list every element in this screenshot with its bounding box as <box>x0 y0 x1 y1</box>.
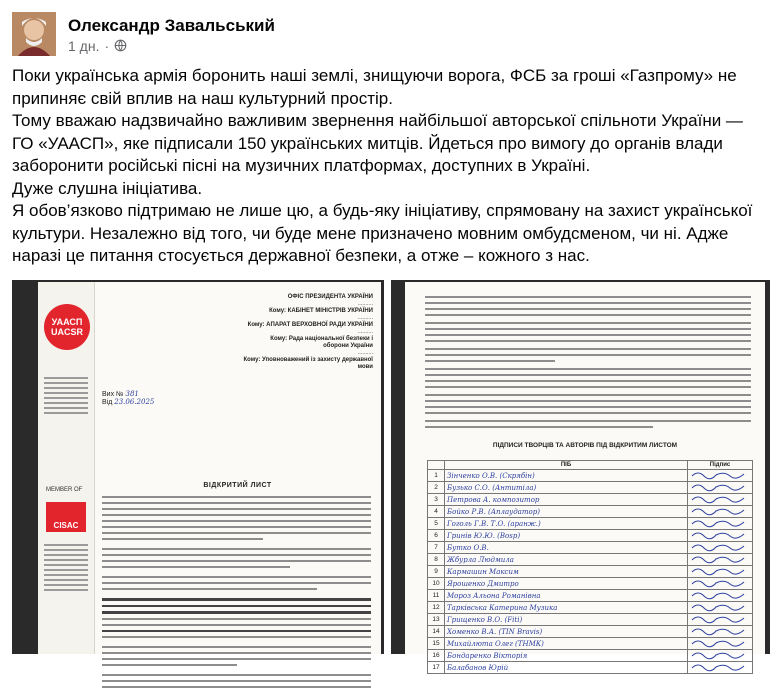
avatar[interactable] <box>12 12 56 56</box>
row-number: 7 <box>428 542 445 554</box>
letter-body <box>102 496 371 692</box>
uaasp-logo: УААСП UACSR <box>44 304 90 350</box>
row-number: 13 <box>428 614 445 626</box>
letterhead-sidebar <box>38 282 95 654</box>
signature <box>688 626 753 638</box>
table-row <box>428 470 753 482</box>
signer-name: Кармашин Максим <box>445 566 688 578</box>
signature <box>688 650 753 662</box>
table-row <box>428 638 753 650</box>
signer-name: Гринів Ю.Ю. (Bosp) <box>445 530 688 542</box>
signer-name: Гоголь Г.В. Т.О. (аранж.) <box>445 518 688 530</box>
col-name-header: ПІБ <box>445 461 688 470</box>
row-number: 12 <box>428 602 445 614</box>
signature <box>688 506 753 518</box>
signature <box>688 518 753 530</box>
table-row <box>428 542 753 554</box>
signer-name: Жбурла Людмила <box>445 554 688 566</box>
table-row <box>428 590 753 602</box>
col-sign-header: Підпис <box>688 461 753 470</box>
signer-name: Грищенко В.О. (Fiti) <box>445 614 688 626</box>
post-header <box>12 12 275 56</box>
signatures-title: ПІДПИСИ ТВОРЦІВ ТА АВТОРІВ ПІД ВІДКРИТИМ ЛИСТОМ <box>492 442 678 449</box>
row-number: 10 <box>428 578 445 590</box>
signer-name: Петрова А. композитор <box>445 494 688 506</box>
signatures-table <box>427 460 753 674</box>
signer-name: Бондаренко Вікторія <box>445 650 688 662</box>
table-row <box>428 662 753 674</box>
row-number: 11 <box>428 590 445 602</box>
signature <box>688 494 753 506</box>
post-paragraph: Дуже слушна ініціатива. <box>12 178 203 198</box>
letter-continuation <box>425 296 751 432</box>
letter-page-1 <box>38 282 381 654</box>
table-row <box>428 650 753 662</box>
letter-title: ВІДКРИТИЙ ЛИСТ <box>203 482 272 489</box>
signer-name: Балабанов Юрій <box>445 662 688 674</box>
signature <box>688 578 753 590</box>
member-of-label: MEMBER OF <box>46 487 83 493</box>
signature <box>688 662 753 674</box>
row-number: 5 <box>428 518 445 530</box>
post-text <box>12 65 758 268</box>
table-row <box>428 578 753 590</box>
signer-name: Мороз Альона Романівна <box>445 590 688 602</box>
table-row <box>428 506 753 518</box>
signature <box>688 566 753 578</box>
signer-name: Зінченко О.В. (Скрябін) <box>445 470 688 482</box>
table-row <box>428 554 753 566</box>
cisac-logo: CISAC <box>46 502 86 532</box>
signer-name: Бутко О.В. <box>445 542 688 554</box>
signatures-image[interactable] <box>391 280 770 672</box>
table-row <box>428 482 753 494</box>
sidebar-text <box>44 544 88 594</box>
table-row <box>428 494 753 506</box>
row-number: 15 <box>428 638 445 650</box>
globe-icon[interactable] <box>114 39 127 52</box>
sidebar-text <box>44 377 88 417</box>
signature <box>688 590 753 602</box>
signature <box>688 554 753 566</box>
table-row <box>428 566 753 578</box>
signature <box>688 638 753 650</box>
row-number: 17 <box>428 662 445 674</box>
signature <box>688 482 753 494</box>
author-name[interactable]: Олександр Завальський <box>68 15 275 35</box>
row-number: 8 <box>428 554 445 566</box>
row-number: 4 <box>428 506 445 518</box>
post-paragraph: Поки українська армія боронить наші землі, знищуючи ворога, ФСБ за гроші «Газпрому» не припиняє свій вплив на наш культурний простір. <box>12 66 737 108</box>
post-images <box>12 280 770 672</box>
table-row <box>428 614 753 626</box>
registration-number: Вих № 381 Від 23.06.2025 <box>102 390 155 406</box>
row-number: 14 <box>428 626 445 638</box>
signature <box>688 614 753 626</box>
signer-name: Михайлюта Олег (ТНМК) <box>445 638 688 650</box>
row-number: 16 <box>428 650 445 662</box>
signature <box>688 470 753 482</box>
post-time[interactable]: 1 дн. <box>68 37 100 54</box>
row-number: 9 <box>428 566 445 578</box>
table-row <box>428 626 753 638</box>
post-paragraph: Тому вважаю надзвичайно важливим звернення найбільшої авторської спільноти України — ГО «УААСП», яке підписали 150 українських митців. Йдеться про вимогу до органів влади заборонити російські пісні на музичних платформах, доступних в Україні. <box>12 111 743 175</box>
table-row <box>428 602 753 614</box>
signer-name: Бойко Р.В. (Аплаудатор) <box>445 506 688 518</box>
signature <box>688 542 753 554</box>
row-number: 2 <box>428 482 445 494</box>
signer-name: Хоменко В.А. (TIN Bravis) <box>445 626 688 638</box>
row-number: 1 <box>428 470 445 482</box>
post-meta <box>68 38 275 54</box>
signature <box>688 602 753 614</box>
table-row <box>428 518 753 530</box>
signer-name: Тарківська Катерина Музика <box>445 602 688 614</box>
signer-name: Бузько С.О. (Антитіла) <box>445 482 688 494</box>
signature <box>688 530 753 542</box>
open-letter-image[interactable] <box>12 280 384 654</box>
post-paragraph: Я обов’язково підтримаю не лише цю, а будь-яку ініціативу, спрямовану на захист української культури. Незалежно від того, чи буде мене призначено мовним омбудсменом, чи ні. Адже наразі це питання стосується державної безпеки, а отже – кожного з нас. <box>12 201 753 265</box>
signer-name: Ярошенко Дмитро <box>445 578 688 590</box>
row-number: 6 <box>428 530 445 542</box>
letter-page-2 <box>405 282 765 672</box>
addressees: ОФІС ПРЕЗИДЕНТА УКРАЇНИ .......... Кому: КАБІНЕТ МІНІСТРІВ УКРАЇНИ .......... Кому: АПАРАТ ВЕРХОВНОЇ РАДИ УКРАЇНИ .......... Кому: Рада національної безпеки і оборони України .......... Кому: Уповноважений із захисту державної мови <box>243 294 373 370</box>
row-number: 3 <box>428 494 445 506</box>
meta-separator: · <box>104 37 110 54</box>
table-row <box>428 530 753 542</box>
